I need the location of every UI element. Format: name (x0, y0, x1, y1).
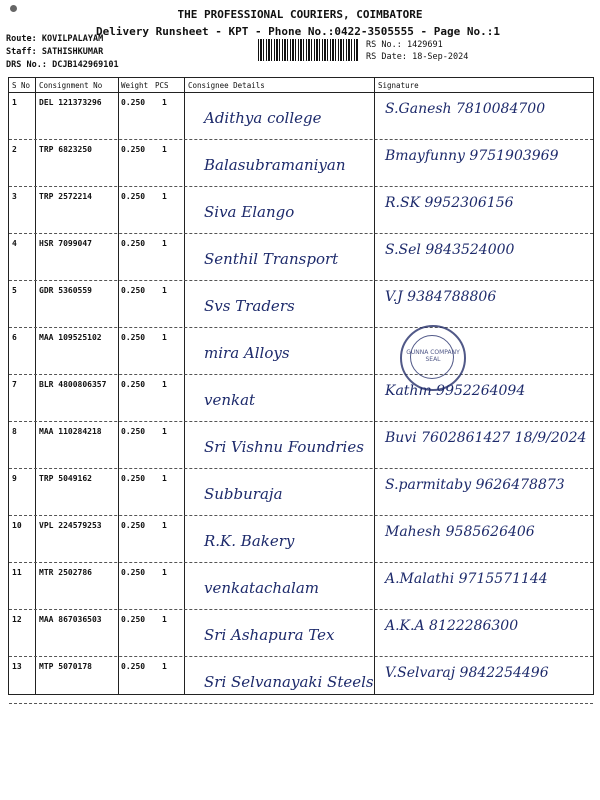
runsheet-subtitle: Delivery Runsheet - KPT - Phone No.:0422-3505555 - Page No.:1 (96, 25, 500, 38)
cell-sno: 13 (12, 662, 22, 671)
cell-weight: 0.250 (121, 333, 146, 342)
cell-signature: R.SK 9952306156 (385, 195, 514, 211)
rs-no-label: RS No.: (366, 40, 402, 50)
cell-signature: S.Ganesh 7810084700 (385, 101, 546, 117)
cell-pcs: 1 (162, 427, 167, 436)
cell-signature: Mahesh 9585626406 (385, 524, 535, 540)
rs-date-value: 18-Sep-2024 (412, 52, 469, 62)
cell-pcs: 1 (162, 521, 167, 530)
table-row (9, 516, 593, 563)
staff-value: SATHISHKUMAR (41, 47, 104, 57)
barcode (258, 39, 358, 61)
cell-sno: 3 (12, 192, 17, 201)
table-row (9, 328, 593, 375)
cell-weight: 0.250 (121, 98, 146, 107)
document-title: THE PROFESSIONAL COURIERS, COIMBATORE (177, 8, 423, 21)
header-consignee: Consignee Details (188, 81, 265, 90)
cell-pcs: 1 (162, 333, 167, 342)
cell-consignee: venkatachalam (204, 579, 319, 597)
cell-sno: 12 (12, 615, 22, 624)
rs-no-value: 1429691 (406, 40, 443, 50)
cell-consignee: mira Alloys (204, 344, 290, 362)
cell-sno: 7 (12, 380, 17, 389)
cell-weight: 0.250 (121, 192, 146, 201)
table-row (9, 234, 593, 281)
cell-consignment-no: MTP 5070178 (39, 662, 92, 671)
cell-weight: 0.250 (121, 568, 146, 577)
cell-consignee: Sri Ashapura Tex (204, 626, 335, 644)
cell-consignment-no: TRP 5049162 (39, 474, 92, 483)
cell-consignee: venkat (204, 391, 256, 409)
header-consignment: Consignment No (39, 81, 103, 90)
cell-sno: 5 (12, 286, 17, 295)
cell-pcs: 1 (162, 474, 167, 483)
cell-sno: 1 (12, 98, 17, 107)
cell-pcs: 1 (162, 286, 167, 295)
cell-signature: S.parmitaby 9626478873 (385, 477, 565, 493)
cell-weight: 0.250 (121, 145, 146, 154)
cell-weight: 0.250 (121, 662, 146, 671)
cell-weight: 0.250 (121, 427, 146, 436)
drs-value: DCJB142969101 (52, 60, 119, 70)
cell-pcs: 1 (162, 662, 167, 671)
staff-label: Staff: (6, 47, 37, 57)
table-row (9, 140, 593, 187)
company-seal-stamp (400, 325, 466, 391)
table-row (9, 375, 593, 422)
cell-weight: 0.250 (121, 474, 146, 483)
stamp-text: GUNNA COMPANY SEAL (406, 349, 460, 363)
cell-sno: 8 (12, 427, 17, 436)
cell-pcs: 1 (162, 192, 167, 201)
cell-consignment-no: BLR 4800806357 (39, 380, 107, 389)
cell-weight: 0.250 (121, 239, 146, 248)
cell-sno: 2 (12, 145, 17, 154)
cell-pcs: 1 (162, 380, 167, 389)
cell-consignee: Sri Selvanayaki Steels (204, 673, 374, 691)
cell-sno: 10 (12, 521, 22, 530)
cell-consignment-no: TRP 2572214 (39, 192, 92, 201)
cell-consignee: Senthil Transport (204, 250, 339, 268)
cell-signature: Kathm 9952264094 (385, 383, 526, 399)
row-divider (9, 703, 593, 704)
cell-consignment-no: MTR 2502786 (39, 568, 92, 577)
cell-signature: V.Selvaraj 9842254496 (385, 665, 549, 681)
cell-pcs: 1 (162, 239, 167, 248)
header-pcs: PCS (155, 81, 169, 90)
table-row (9, 422, 593, 469)
rs-date-line (366, 52, 468, 62)
cell-signature: A.Malathi 9715571144 (385, 571, 548, 587)
cell-sno: 6 (12, 333, 17, 342)
cell-signature: V.J 9384788806 (385, 289, 497, 305)
cell-consignee: Balasubramaniyan (204, 156, 346, 174)
table-row (9, 187, 593, 234)
drs-line (6, 60, 119, 70)
cell-signature: Bmayfunny 9751903969 (385, 148, 559, 164)
table-row (9, 657, 593, 704)
table-row (9, 281, 593, 328)
route-value: KOVILPALAYAM (41, 34, 104, 44)
table-row (9, 93, 593, 140)
cell-pcs: 1 (162, 98, 167, 107)
cell-signature: Buvi 7602861427 18/9/2024 (385, 430, 587, 446)
cell-consignee: Subburaja (204, 485, 283, 503)
cell-sno: 11 (12, 568, 22, 577)
cell-weight: 0.250 (121, 615, 146, 624)
cell-consignee: Siva Elango (204, 203, 295, 221)
cell-weight: 0.250 (121, 380, 146, 389)
rs-number-line (366, 40, 443, 50)
drs-label: DRS No.: (6, 60, 47, 70)
table-row (9, 610, 593, 657)
table-header (9, 78, 593, 93)
cell-consignee: Svs Traders (204, 297, 295, 315)
cell-consignee: Adithya college (204, 109, 322, 127)
rs-date-label: RS Date: (366, 52, 407, 62)
header-weight: Weight (121, 81, 149, 90)
cell-consignment-no: MAA 110284218 (39, 427, 102, 436)
cell-weight: 0.250 (121, 521, 146, 530)
route-line (6, 34, 103, 44)
cell-consignee: R.K. Bakery (204, 532, 295, 550)
cell-consignment-no: TRP 6823250 (39, 145, 92, 154)
table-row (9, 563, 593, 610)
cell-consignment-no: VPL 224579253 (39, 521, 102, 530)
cell-consignment-no: DEL 121373296 (39, 98, 102, 107)
cell-sno: 9 (12, 474, 17, 483)
cell-consignment-no: HSR 7099047 (39, 239, 92, 248)
cell-pcs: 1 (162, 145, 167, 154)
cell-consignment-no: GDR 5360559 (39, 286, 92, 295)
staff-line (6, 47, 103, 57)
cell-consignee: Sri Vishnu Foundries (204, 438, 364, 456)
cell-signature: S.Sel 9843524000 (385, 242, 515, 258)
cell-consignment-no: MAA 109525102 (39, 333, 102, 342)
table-row (9, 469, 593, 516)
header-signature: Signature (378, 81, 419, 90)
runsheet-table (8, 77, 594, 695)
cell-sno: 4 (12, 239, 17, 248)
header-sno: S No (12, 81, 31, 90)
route-label: Route: (6, 34, 37, 44)
cell-weight: 0.250 (121, 286, 146, 295)
cell-signature: A.K.A 8122286300 (385, 618, 519, 634)
cell-pcs: 1 (162, 615, 167, 624)
cell-pcs: 1 (162, 568, 167, 577)
cell-consignment-no: MAA 867036503 (39, 615, 102, 624)
